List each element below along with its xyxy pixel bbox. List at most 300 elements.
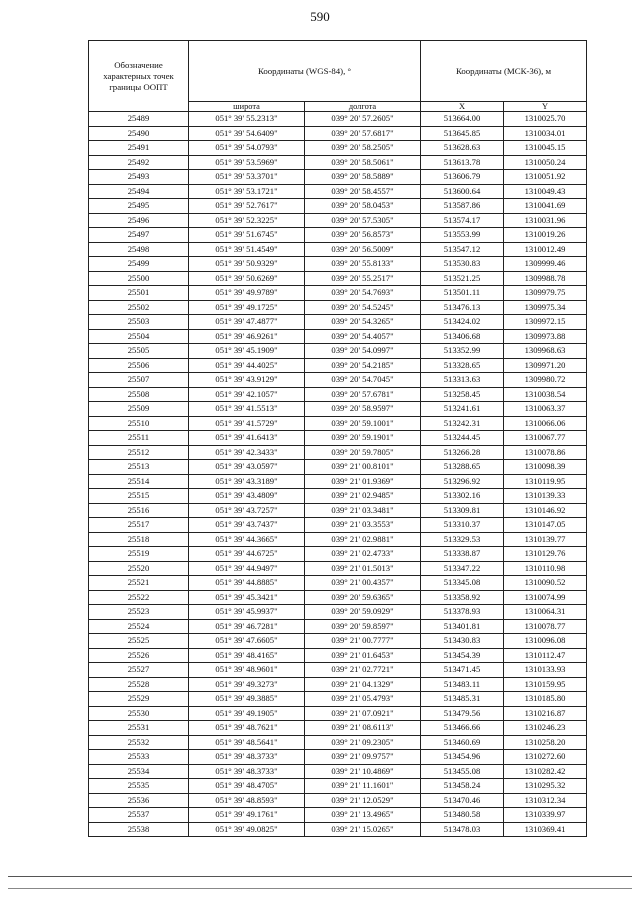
cell-x: 513460.69 [421, 735, 504, 750]
cell-point-id: 25535 [89, 779, 189, 794]
cell-latitude: 051° 39' 48.3733" [189, 750, 305, 765]
cell-latitude: 051° 39' 50.6269" [189, 271, 305, 286]
cell-point-id: 25507 [89, 373, 189, 388]
table-row [89, 126, 587, 141]
cell-y: 1310038.54 [504, 387, 587, 402]
page-number: 590 [310, 9, 330, 24]
cell-latitude: 051° 39' 41.5729" [189, 416, 305, 431]
cell-latitude: 051° 39' 44.9497" [189, 561, 305, 576]
table-row [89, 750, 587, 765]
subheader-longitude: долгота [305, 102, 421, 112]
cell-longitude: 039° 20' 54.7693" [305, 286, 421, 301]
cell-y: 1310045.15 [504, 141, 587, 156]
cell-longitude: 039° 20' 59.0929" [305, 605, 421, 620]
cell-longitude: 039° 21' 01.6453" [305, 648, 421, 663]
cell-longitude: 039° 20' 59.7805" [305, 445, 421, 460]
cell-point-id: 25513 [89, 460, 189, 475]
cell-point-id: 25491 [89, 141, 189, 156]
cell-latitude: 051° 39' 49.1761" [189, 808, 305, 823]
cell-x: 513358.92 [421, 590, 504, 605]
table-row [89, 344, 587, 359]
cell-x: 513587.86 [421, 199, 504, 214]
cell-y: 1310216.87 [504, 706, 587, 721]
table-row [89, 576, 587, 591]
cell-x: 513606.79 [421, 170, 504, 185]
cell-x: 513628.63 [421, 141, 504, 156]
cell-y: 1310067.77 [504, 431, 587, 446]
cell-y: 1310112.47 [504, 648, 587, 663]
cell-latitude: 051° 39' 43.3189" [189, 474, 305, 489]
cell-longitude: 039° 20' 54.3265" [305, 315, 421, 330]
cell-x: 513553.99 [421, 228, 504, 243]
cell-x: 513424.02 [421, 315, 504, 330]
cell-y: 1310258.20 [504, 735, 587, 750]
cell-point-id: 25489 [89, 112, 189, 127]
table-row [89, 402, 587, 417]
cell-point-id: 25496 [89, 213, 189, 228]
table-row [89, 112, 587, 127]
cell-longitude: 039° 21' 03.3553" [305, 518, 421, 533]
cell-x: 513480.58 [421, 808, 504, 823]
cell-y: 1310041.69 [504, 199, 587, 214]
cell-latitude: 051° 39' 48.8593" [189, 793, 305, 808]
cell-latitude: 051° 39' 47.4877" [189, 315, 305, 330]
cell-y: 1310339.97 [504, 808, 587, 823]
cell-latitude: 051° 39' 44.6725" [189, 547, 305, 562]
cell-longitude: 039° 21' 12.0529" [305, 793, 421, 808]
cell-x: 513501.11 [421, 286, 504, 301]
cell-latitude: 051° 39' 44.8885" [189, 576, 305, 591]
cell-latitude: 051° 39' 51.6745" [189, 228, 305, 243]
cell-point-id: 25521 [89, 576, 189, 591]
table-row [89, 706, 587, 721]
cell-x: 513430.83 [421, 634, 504, 649]
cell-longitude: 039° 20' 54.4057" [305, 329, 421, 344]
cell-x: 513347.22 [421, 561, 504, 576]
cell-y: 1310246.23 [504, 721, 587, 736]
table-row [89, 648, 587, 663]
cell-latitude: 051° 39' 48.4705" [189, 779, 305, 794]
cell-latitude: 051° 39' 43.0597" [189, 460, 305, 475]
table-row [89, 315, 587, 330]
cell-longitude: 039° 21' 05.4793" [305, 692, 421, 707]
table-row [89, 590, 587, 605]
cell-latitude: 051° 39' 46.9261" [189, 329, 305, 344]
table-row [89, 460, 587, 475]
cell-y: 1309980.72 [504, 373, 587, 388]
cell-longitude: 039° 20' 55.2517" [305, 271, 421, 286]
cell-y: 1310146.92 [504, 503, 587, 518]
cell-x: 513478.03 [421, 822, 504, 837]
cell-longitude: 039° 20' 54.5245" [305, 300, 421, 315]
cell-latitude: 051° 39' 43.4809" [189, 489, 305, 504]
cell-latitude: 051° 39' 48.3733" [189, 764, 305, 779]
cell-point-id: 25531 [89, 721, 189, 736]
cell-point-id: 25498 [89, 242, 189, 257]
cell-longitude: 039° 20' 57.5305" [305, 213, 421, 228]
cell-point-id: 25532 [89, 735, 189, 750]
table-row [89, 257, 587, 272]
cell-y: 1310369.41 [504, 822, 587, 837]
cell-latitude: 051° 39' 47.6605" [189, 634, 305, 649]
cell-latitude: 051° 39' 55.2313" [189, 112, 305, 127]
cell-point-id: 25523 [89, 605, 189, 620]
cell-point-id: 25538 [89, 822, 189, 837]
cell-point-id: 25527 [89, 663, 189, 678]
cell-point-id: 25518 [89, 532, 189, 547]
cell-y: 1310090.52 [504, 576, 587, 591]
cell-point-id: 25502 [89, 300, 189, 315]
cell-y: 1310019.26 [504, 228, 587, 243]
table-row [89, 547, 587, 562]
cell-y: 1310049.43 [504, 184, 587, 199]
cell-x: 513476.13 [421, 300, 504, 315]
cell-x: 513664.00 [421, 112, 504, 127]
cell-latitude: 051° 39' 52.3225" [189, 213, 305, 228]
cell-x: 513345.08 [421, 576, 504, 591]
cell-point-id: 25534 [89, 764, 189, 779]
cell-point-id: 25528 [89, 677, 189, 692]
cell-x: 513266.28 [421, 445, 504, 460]
header-msk36: Координаты (МСК-36), м [421, 41, 587, 102]
cell-x: 513352.99 [421, 344, 504, 359]
cell-latitude: 051° 39' 50.9329" [189, 257, 305, 272]
cell-longitude: 039° 20' 54.7045" [305, 373, 421, 388]
cell-x: 513242.31 [421, 416, 504, 431]
cell-x: 513479.56 [421, 706, 504, 721]
cell-longitude: 039° 21' 02.7721" [305, 663, 421, 678]
cell-x: 513458.24 [421, 779, 504, 794]
cell-latitude: 051° 39' 53.3701" [189, 170, 305, 185]
cell-point-id: 25525 [89, 634, 189, 649]
cell-point-id: 25503 [89, 315, 189, 330]
cell-longitude: 039° 20' 54.0997" [305, 344, 421, 359]
table-row [89, 518, 587, 533]
cell-longitude: 039° 20' 58.2505" [305, 141, 421, 156]
cell-x: 513241.61 [421, 402, 504, 417]
cell-y: 1310078.86 [504, 445, 587, 460]
table-row [89, 358, 587, 373]
cell-y: 1310031.96 [504, 213, 587, 228]
cell-point-id: 25526 [89, 648, 189, 663]
cell-y: 1310034.01 [504, 126, 587, 141]
table-row [89, 503, 587, 518]
table-row [89, 822, 587, 837]
cell-x: 513521.25 [421, 271, 504, 286]
cell-latitude: 051° 39' 41.5513" [189, 402, 305, 417]
cell-point-id: 25530 [89, 706, 189, 721]
cell-point-id: 25497 [89, 228, 189, 243]
cell-longitude: 039° 20' 57.6781" [305, 387, 421, 402]
table-row [89, 431, 587, 446]
cell-point-id: 25533 [89, 750, 189, 765]
cell-x: 513574.17 [421, 213, 504, 228]
cell-point-id: 25494 [89, 184, 189, 199]
cell-y: 1310025.70 [504, 112, 587, 127]
cell-longitude: 039° 21' 00.4357" [305, 576, 421, 591]
cell-longitude: 039° 20' 54.2185" [305, 358, 421, 373]
cell-y: 1310066.06 [504, 416, 587, 431]
cell-point-id: 25508 [89, 387, 189, 402]
table-row [89, 677, 587, 692]
cell-longitude: 039° 21' 00.8101" [305, 460, 421, 475]
cell-y: 1310098.39 [504, 460, 587, 475]
cell-longitude: 039° 21' 02.4733" [305, 547, 421, 562]
table-row [89, 184, 587, 199]
cell-latitude: 051° 39' 48.5641" [189, 735, 305, 750]
cell-latitude: 051° 39' 45.9937" [189, 605, 305, 620]
table-row [89, 387, 587, 402]
cell-latitude: 051° 39' 41.6413" [189, 431, 305, 446]
cell-y: 1309988.78 [504, 271, 587, 286]
cell-x: 513454.96 [421, 750, 504, 765]
cell-longitude: 039° 21' 11.1601" [305, 779, 421, 794]
cell-latitude: 051° 39' 44.4025" [189, 358, 305, 373]
cell-longitude: 039° 20' 58.0453" [305, 199, 421, 214]
cell-x: 513406.68 [421, 329, 504, 344]
cell-x: 513613.78 [421, 155, 504, 170]
cell-point-id: 25500 [89, 271, 189, 286]
cell-x: 513470.46 [421, 793, 504, 808]
cell-point-id: 25495 [89, 199, 189, 214]
cell-latitude: 051° 39' 51.4549" [189, 242, 305, 257]
table-row [89, 329, 587, 344]
cell-longitude: 039° 20' 59.1001" [305, 416, 421, 431]
cell-x: 513296.92 [421, 474, 504, 489]
table-row [89, 619, 587, 634]
cell-x: 513313.63 [421, 373, 504, 388]
cell-y: 1310050.24 [504, 155, 587, 170]
table-row [89, 561, 587, 576]
cell-latitude: 051° 39' 43.7257" [189, 503, 305, 518]
subheader-y: Y [504, 102, 587, 112]
cell-longitude: 039° 21' 02.9881" [305, 532, 421, 547]
cell-x: 513645.85 [421, 126, 504, 141]
cell-x: 513244.45 [421, 431, 504, 446]
cell-y: 1310074.99 [504, 590, 587, 605]
table-row [89, 692, 587, 707]
cell-y: 1310282.42 [504, 764, 587, 779]
cell-latitude: 051° 39' 48.9601" [189, 663, 305, 678]
cell-longitude: 039° 20' 58.4557" [305, 184, 421, 199]
cell-y: 1310129.76 [504, 547, 587, 562]
cell-point-id: 25501 [89, 286, 189, 301]
cell-x: 513483.11 [421, 677, 504, 692]
cell-longitude: 039° 21' 09.2305" [305, 735, 421, 750]
cell-longitude: 039° 20' 57.6817" [305, 126, 421, 141]
cell-y: 1309972.15 [504, 315, 587, 330]
cell-longitude: 039° 21' 13.4965" [305, 808, 421, 823]
cell-y: 1310159.95 [504, 677, 587, 692]
cell-y: 1310063.37 [504, 402, 587, 417]
cell-point-id: 25516 [89, 503, 189, 518]
cell-longitude: 039° 21' 00.7777" [305, 634, 421, 649]
cell-latitude: 051° 39' 52.7617" [189, 199, 305, 214]
cell-point-id: 25519 [89, 547, 189, 562]
cell-latitude: 051° 39' 46.7281" [189, 619, 305, 634]
cell-latitude: 051° 39' 42.1057" [189, 387, 305, 402]
cell-longitude: 039° 21' 01.5013" [305, 561, 421, 576]
table-row [89, 808, 587, 823]
cell-x: 513378.93 [421, 605, 504, 620]
cell-y: 1309975.34 [504, 300, 587, 315]
table-row [89, 300, 587, 315]
cell-latitude: 051° 39' 49.0825" [189, 822, 305, 837]
cell-y: 1310139.33 [504, 489, 587, 504]
cell-longitude: 039° 20' 59.6365" [305, 590, 421, 605]
cell-longitude: 039° 21' 03.3481" [305, 503, 421, 518]
cell-x: 513530.83 [421, 257, 504, 272]
cell-y: 1310272.60 [504, 750, 587, 765]
cell-point-id: 25515 [89, 489, 189, 504]
cell-longitude: 039° 20' 59.8597" [305, 619, 421, 634]
cell-x: 513485.31 [421, 692, 504, 707]
cell-point-id: 25522 [89, 590, 189, 605]
cell-longitude: 039° 21' 15.0265" [305, 822, 421, 837]
cell-x: 513547.12 [421, 242, 504, 257]
table-body [89, 112, 587, 837]
header-point-id: Обозначение характерных точек границы ООПТ [89, 41, 189, 112]
cell-longitude: 039° 21' 10.4869" [305, 764, 421, 779]
page-bottom-rule [8, 876, 632, 877]
cell-y: 1310119.95 [504, 474, 587, 489]
cell-latitude: 051° 39' 54.0793" [189, 141, 305, 156]
cell-longitude: 039° 20' 58.5889" [305, 170, 421, 185]
cell-x: 513454.39 [421, 648, 504, 663]
table-row [89, 532, 587, 547]
coordinates-table [88, 40, 587, 837]
cell-x: 513471.45 [421, 663, 504, 678]
cell-point-id: 25524 [89, 619, 189, 634]
cell-y: 1310078.77 [504, 619, 587, 634]
cell-longitude: 039° 21' 08.6113" [305, 721, 421, 736]
table-row [89, 373, 587, 388]
cell-latitude: 051° 39' 53.5969" [189, 155, 305, 170]
cell-latitude: 051° 39' 49.3885" [189, 692, 305, 707]
table-row [89, 489, 587, 504]
cell-longitude: 039° 21' 01.9369" [305, 474, 421, 489]
table-row [89, 416, 587, 431]
cell-y: 1309979.75 [504, 286, 587, 301]
cell-x: 513288.65 [421, 460, 504, 475]
cell-point-id: 25499 [89, 257, 189, 272]
cell-latitude: 051° 39' 43.9129" [189, 373, 305, 388]
table-row [89, 634, 587, 649]
table-row [89, 605, 587, 620]
cell-y: 1310012.49 [504, 242, 587, 257]
table-row [89, 286, 587, 301]
cell-point-id: 25505 [89, 344, 189, 359]
cell-longitude: 039° 20' 58.9597" [305, 402, 421, 417]
header-row [89, 41, 587, 102]
cell-x: 513302.16 [421, 489, 504, 504]
cell-y: 1310185.80 [504, 692, 587, 707]
cell-longitude: 039° 20' 59.1901" [305, 431, 421, 446]
subheader-latitude: широта [189, 102, 305, 112]
cell-y: 1310147.05 [504, 518, 587, 533]
cell-latitude: 051° 39' 49.1725" [189, 300, 305, 315]
table-row [89, 228, 587, 243]
cell-point-id: 25514 [89, 474, 189, 489]
cell-x: 513455.08 [421, 764, 504, 779]
cell-point-id: 25492 [89, 155, 189, 170]
cell-point-id: 25510 [89, 416, 189, 431]
cell-y: 1309971.20 [504, 358, 587, 373]
cell-latitude: 051° 39' 42.3433" [189, 445, 305, 460]
table-row [89, 242, 587, 257]
cell-y: 1310064.31 [504, 605, 587, 620]
cell-longitude: 039° 21' 09.9757" [305, 750, 421, 765]
cell-longitude: 039° 21' 07.0921" [305, 706, 421, 721]
cell-point-id: 25490 [89, 126, 189, 141]
cell-latitude: 051° 39' 44.3665" [189, 532, 305, 547]
cell-latitude: 051° 39' 45.1909" [189, 344, 305, 359]
table-row [89, 199, 587, 214]
cell-y: 1309973.88 [504, 329, 587, 344]
cell-point-id: 25520 [89, 561, 189, 576]
cell-point-id: 25537 [89, 808, 189, 823]
table-row [89, 213, 587, 228]
table-row [89, 474, 587, 489]
cell-x: 513600.64 [421, 184, 504, 199]
cell-x: 513328.65 [421, 358, 504, 373]
cell-latitude: 051° 39' 48.7621" [189, 721, 305, 736]
table-row [89, 271, 587, 286]
cell-longitude: 039° 20' 57.2605" [305, 112, 421, 127]
cell-latitude: 051° 39' 48.4165" [189, 648, 305, 663]
cell-point-id: 25493 [89, 170, 189, 185]
cell-y: 1310295.32 [504, 779, 587, 794]
cell-point-id: 25512 [89, 445, 189, 460]
cell-latitude: 051° 39' 43.7437" [189, 518, 305, 533]
cell-longitude: 039° 20' 56.5009" [305, 242, 421, 257]
cell-latitude: 051° 39' 49.3273" [189, 677, 305, 692]
cell-x: 513466.66 [421, 721, 504, 736]
cell-point-id: 25517 [89, 518, 189, 533]
table-row [89, 721, 587, 736]
cell-x: 513338.87 [421, 547, 504, 562]
cell-y: 1309999.46 [504, 257, 587, 272]
table-row [89, 445, 587, 460]
cell-y: 1310139.77 [504, 532, 587, 547]
cell-point-id: 25511 [89, 431, 189, 446]
cell-y: 1310312.34 [504, 793, 587, 808]
cell-y: 1309968.63 [504, 344, 587, 359]
cell-x: 513329.53 [421, 532, 504, 547]
cell-y: 1310051.92 [504, 170, 587, 185]
cell-x: 513258.45 [421, 387, 504, 402]
cell-point-id: 25506 [89, 358, 189, 373]
cell-longitude: 039° 20' 55.8133" [305, 257, 421, 272]
cell-y: 1310110.98 [504, 561, 587, 576]
cell-latitude: 051° 39' 54.6409" [189, 126, 305, 141]
cell-longitude: 039° 20' 56.8573" [305, 228, 421, 243]
cell-latitude: 051° 39' 49.9789" [189, 286, 305, 301]
cell-x: 513310.37 [421, 518, 504, 533]
table-row [89, 663, 587, 678]
table-row [89, 779, 587, 794]
table-row [89, 735, 587, 750]
table-row [89, 764, 587, 779]
cell-point-id: 25529 [89, 692, 189, 707]
table-row [89, 793, 587, 808]
cell-y: 1310133.93 [504, 663, 587, 678]
cell-latitude: 051° 39' 49.1905" [189, 706, 305, 721]
header-wgs84: Координаты (WGS-84), ° [189, 41, 421, 102]
cell-longitude: 039° 21' 04.1329" [305, 677, 421, 692]
cell-longitude: 039° 21' 02.9485" [305, 489, 421, 504]
cell-longitude: 039° 20' 58.5061" [305, 155, 421, 170]
